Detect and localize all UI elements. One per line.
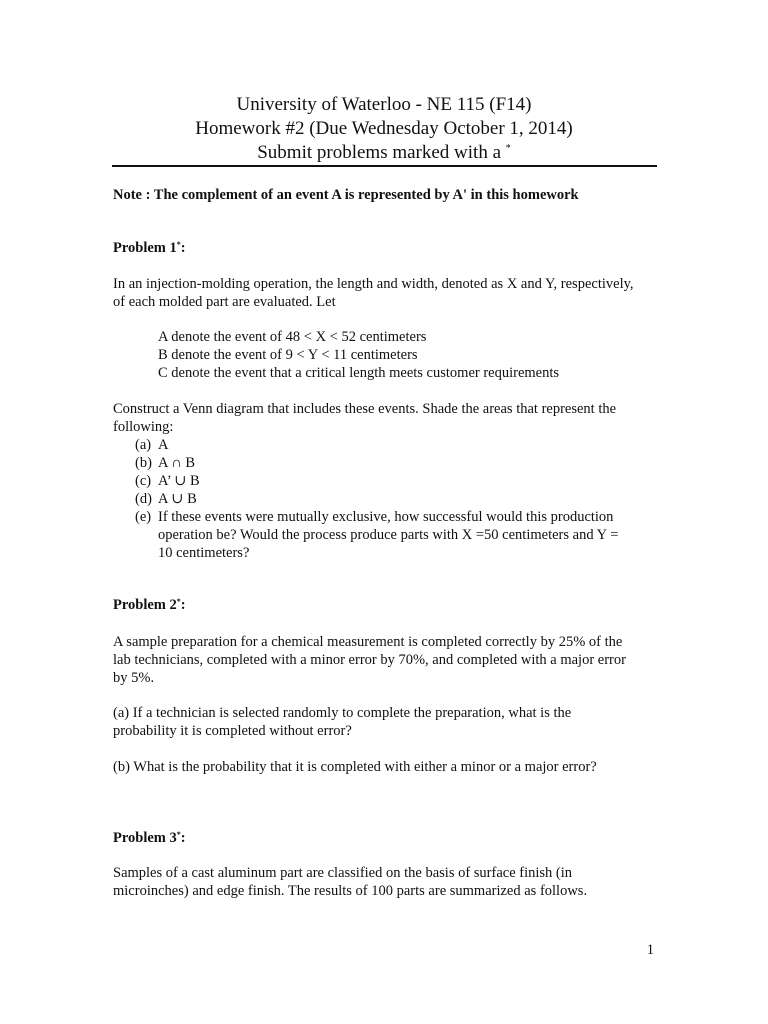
submit-star: * [505, 143, 511, 154]
list-item-label: (c) [135, 473, 152, 489]
definition-c: C denote the event that a critical length meets customer requirements [158, 365, 560, 381]
problem-2-question-b: (b) What is the probability that it is completed with either a minor or a major error? [113, 759, 597, 775]
problem-3-colon: : [180, 830, 186, 846]
list-item-text: A ∩ B [158, 455, 196, 471]
problem-3-text-line-1: Samples of a cast aluminum part are classified on the basis of surface finish (in [113, 865, 573, 881]
problem-3-heading [113, 829, 186, 847]
problem-2-question-a-line-2: probability it is completed without error? [113, 723, 352, 739]
problem-2-colon: : [180, 597, 186, 613]
problem-2-text-line-3: by 5%. [113, 670, 155, 686]
problem-2-question-a-line-1: (a) If a technician is selected randomly to complete the preparation, what is the [113, 705, 572, 721]
submit-instruction [112, 141, 656, 165]
list-item-label: (b) [135, 455, 152, 471]
list-item-e [135, 508, 613, 526]
list-item-e-line-3: 10 centimeters? [158, 545, 250, 561]
problem-1-intro-line-2: of each molded part are evaluated. Let [113, 294, 336, 310]
list-item-text: A [158, 437, 169, 453]
list-item-label: (d) [135, 491, 152, 507]
page-number: 1 [646, 942, 654, 958]
complement-note: Note : The complement of an event A is represented by A' in this homework [113, 187, 579, 203]
problem-2-text-line-1: A sample preparation for a chemical measurement is completed correctly by 25% of the [113, 634, 623, 650]
definition-b: B denote the event of 9 < Y < 11 centimeters [158, 347, 418, 363]
list-item-a [135, 436, 168, 454]
document-header [112, 93, 656, 165]
problem-3-title: Problem 3 [113, 830, 177, 846]
list-item-label: (e) [135, 509, 152, 525]
list-item-d [135, 490, 197, 508]
list-item-text: A ∪ B [158, 491, 197, 507]
problem-1-colon: : [180, 240, 186, 256]
problem-1-task-line-1: Construct a Venn diagram that includes these events. Shade the areas that represent the [113, 401, 617, 417]
definition-a: A denote the event of 48 < X < 52 centimeters [158, 329, 427, 345]
list-item-label: (a) [135, 437, 152, 453]
course-title: University of Waterloo - NE 115 (F14) [236, 94, 532, 115]
list-item-b [135, 454, 195, 472]
problem-3-star: * [176, 830, 181, 839]
problem-2-star: * [176, 597, 181, 606]
list-item-text: A’ ∪ B [158, 473, 200, 489]
problem-2-text-line-2: lab technicians, completed with a minor error by 70%, and completed with a major error [113, 652, 626, 668]
problem-3-text-line-2: microinches) and edge finish. The results of 100 parts are summarized as follows. [113, 883, 588, 899]
header-rule [112, 165, 657, 167]
problem-2-title: Problem 2 [113, 597, 177, 613]
homework-title: Homework #2 (Due Wednesday October 1, 2014) [195, 118, 573, 139]
problem-1-title: Problem 1 [113, 240, 177, 256]
list-item-c [135, 472, 200, 490]
submit-instruction-text: Submit problems marked with a [257, 142, 502, 163]
problem-1-task-line-2: following: [113, 419, 174, 435]
list-item-e-line-2: operation be? Would the process produce parts with X =50 centimeters and Y = [158, 527, 619, 543]
list-item-text: If these events were mutually exclusive, how successful would this production [158, 509, 614, 525]
problem-2-heading [113, 596, 186, 614]
problem-1-star: * [176, 240, 181, 249]
problem-1-intro-line-1: In an injection-molding operation, the length and width, denoted as X and Y, respectively, [113, 276, 634, 292]
problem-1-heading [113, 239, 186, 257]
